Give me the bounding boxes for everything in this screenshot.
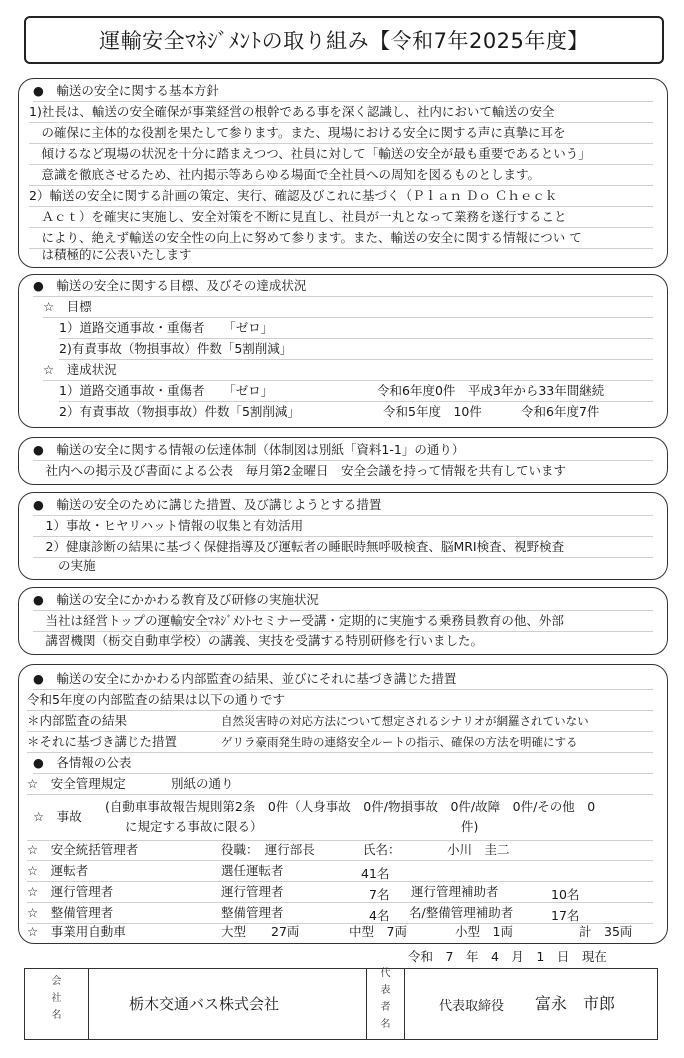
driver-row: [27, 861, 653, 882]
supervisor-label: ☆ 安全統括管理者: [27, 842, 139, 857]
company-name: 栃木交通バス株式会社: [129, 995, 280, 1013]
operation-assistant-label: 運行管理補助者: [411, 884, 499, 899]
operation-manager-row: [27, 882, 653, 903]
vehicle-large: 大型 27両: [221, 924, 300, 939]
safety-measures-section: [18, 492, 668, 580]
status-result: 令和5年度 10件: [383, 404, 482, 419]
education-line: 講習機関（栃交自動車学校）の講義、実技を受講する特別研修を行いました。: [33, 633, 484, 648]
vehicle-small: 小型 1両: [455, 924, 513, 939]
basic-policy-section: [18, 78, 668, 268]
accident-line: (自動車事故報告規則第2条 0件（人身事故 0件/物損事故 0件/故障 0件/その他 0: [105, 799, 596, 814]
policy-line: の確保に主体的な役割を果たして参ります。また、現場における安全に関する声に真摯に耳を: [29, 123, 653, 144]
maintenance-manager-row: [27, 903, 653, 924]
vehicle-mid: 中型 7両: [349, 924, 407, 939]
status-result: 令和6年度0件 平成3年から33年間継続: [377, 383, 605, 398]
driver-label: ☆ 運転者: [27, 863, 89, 878]
supervisor-name: 小川 圭二: [447, 842, 510, 857]
measure-text: ゲリラ豪雨発生時の連絡安全ルートの指示、確保の方法を明確にする: [221, 735, 578, 749]
accident-label: ☆ 事故: [33, 809, 82, 824]
status-item: 2）有責事故（物損事故）件数「5割削減」: [59, 404, 300, 419]
rule-row: [27, 774, 653, 795]
status-result: 令和6年度7件: [521, 404, 600, 419]
section-heading: ● 輸送の安全にかかわる教育及び研修の実施状況: [33, 590, 653, 611]
accident-line: に規定する事故に限る）: [125, 819, 263, 834]
measure-line: 2）健康診断の結果に基づく保健指導及び運転者の睡眠時無呼吸検査、脳MRI検査、視野検査: [33, 537, 653, 558]
section-heading: ● 輸送の安全のために講じた措置、及び講じようとする措置: [33, 495, 653, 516]
audit-result-row: [27, 711, 653, 732]
internal-audit-section: [18, 664, 668, 944]
maintenance-manager-post: 整備管理者: [221, 905, 284, 920]
operation-manager-count: 7名: [369, 887, 390, 902]
rep-name: 富永 市郎: [535, 994, 616, 1013]
driver-count: 41名: [361, 866, 390, 881]
policy-line: により、絶えず輸送の安全性の向上に努めて参ります。また、輸送の安全に関する情報につい て: [29, 228, 653, 249]
company-label: 会 社 名: [51, 976, 62, 1021]
maintenance-manager-count: 4名: [369, 908, 390, 923]
operation-assistant-count: 10名: [551, 887, 580, 902]
operation-manager-label: ☆ 運行管理者: [27, 884, 114, 899]
status-item: 1）道路交通事故・重傷者 「ゼロ」: [59, 383, 274, 398]
section-heading: ● 輸送の安全に関する目標、及びその達成状況: [33, 276, 653, 297]
policy-line: 意識を徹底させるため、社内掲示等あらゆる場面で全社員への周知を図るものとします。: [29, 165, 653, 186]
policy-line: は積極的に公表いたします: [29, 247, 192, 262]
maintenance-manager-label: ☆ 整備管理者: [27, 905, 114, 920]
company-name-cell: [89, 969, 367, 1039]
section-heading: ● 輸送の安全に関する情報の伝達体制（体制図は別紙「資料1-1」の通り）: [33, 440, 653, 461]
rep-title: 代表取締役: [439, 999, 505, 1014]
goal-item: 2)有責事故（物損事故）件数「5割削減」: [59, 339, 653, 360]
company-info-table: [24, 968, 658, 1040]
measure-label: ＊それに基づき講じた措置: [27, 734, 178, 749]
public-info-heading: ● 各情報の公表: [33, 753, 653, 774]
safety-goals-section: [18, 274, 668, 428]
rep-label: 代 表 者 名: [380, 968, 391, 1030]
policy-line: 1)社長は、輸送の安全確保が事業経営の根幹である事を深く認識し、社内において輸送の安全: [29, 102, 653, 123]
education-line: 当社は経営トップの運輸安全ﾏﾈｼﾞﾒﾝﾄセミナー受講・定期的に実施する乗務員教育の他、外部: [33, 611, 653, 632]
supervisor-post: 役職： 運行部長: [221, 842, 315, 857]
info-line: 社内への掲示及び書面による公表 毎月第2金曜日 安全会議を持って情報を共有しています: [33, 463, 566, 478]
rep-name-cell: [405, 969, 657, 1039]
driver-post: 選任運転者: [221, 863, 284, 878]
education-section: [18, 587, 668, 655]
company-label-cell: [25, 969, 89, 1039]
page-title: 運輸安全ﾏﾈｼﾞﾒﾝﾄの取り組み【令和7年2025年度】: [24, 16, 664, 64]
policy-line: 傾けるなど現場の状況を十分に踏まえつつ、社員に対して「輸送の安全が最も重要であるという」: [29, 144, 653, 165]
accident-line: 件): [461, 819, 479, 834]
section-heading: ● 輸送の安全にかかわる内部監査の結果、並びにそれに基づき講じた措置: [33, 669, 653, 690]
goal-item: 1）道路交通事故・重傷者 「ゼロ」: [59, 318, 653, 339]
audit-intro: 令和5年度の内部監査の結果は以下の通りです: [27, 690, 653, 711]
measure-line: 1）事故・ヒヤリハット情報の収集と有効活用: [33, 516, 653, 537]
vehicle-total: 計 35両: [579, 924, 633, 939]
accident-row: [27, 795, 653, 841]
goal-label: ☆ 目標: [43, 297, 653, 318]
maintenance-assistant-label: 名/整備管理補助者: [409, 905, 514, 920]
policy-line: Ａｃｔ）を確実に実施し、安全対策を不断に見直し、社員が一丸となって業務を遂行すること: [29, 207, 653, 228]
status-label: ☆ 達成状況: [43, 360, 653, 381]
operation-manager-post: 運行管理者: [221, 884, 284, 899]
supervisor-row: [27, 840, 653, 861]
status-row: [59, 381, 653, 402]
measure-line: の実施: [33, 558, 96, 573]
audit-measure-row: [27, 732, 653, 753]
rep-label-cell: [367, 969, 405, 1039]
audit-label: ＊内部監査の結果: [27, 713, 128, 728]
info-transmission-section: [18, 437, 668, 485]
vehicle-label: ☆ 事業用自動車: [27, 924, 126, 939]
vehicle-row: [27, 922, 653, 943]
section-heading: ● 輸送の安全に関する基本方針: [33, 81, 653, 102]
status-row: [59, 402, 653, 423]
supervisor-name-label: 氏名：: [363, 842, 401, 857]
audit-text: 自然災害時の対応方法について想定されるシナリオが網羅されていない: [221, 714, 589, 728]
maintenance-assistant-count: 17名: [551, 908, 580, 923]
rule-value: 別紙の通り: [171, 776, 234, 791]
policy-line: 2）輸送の安全に関する計画の策定、実行、確認及びこれに基づく（Ｐｌａｎ Ｄｏ Ｃｈｅｃｋ: [29, 186, 653, 207]
rule-label: ☆ 安全管理規定: [27, 776, 126, 791]
as-of-date: 令和 7 年 4 月 1 日 現在: [408, 949, 607, 964]
